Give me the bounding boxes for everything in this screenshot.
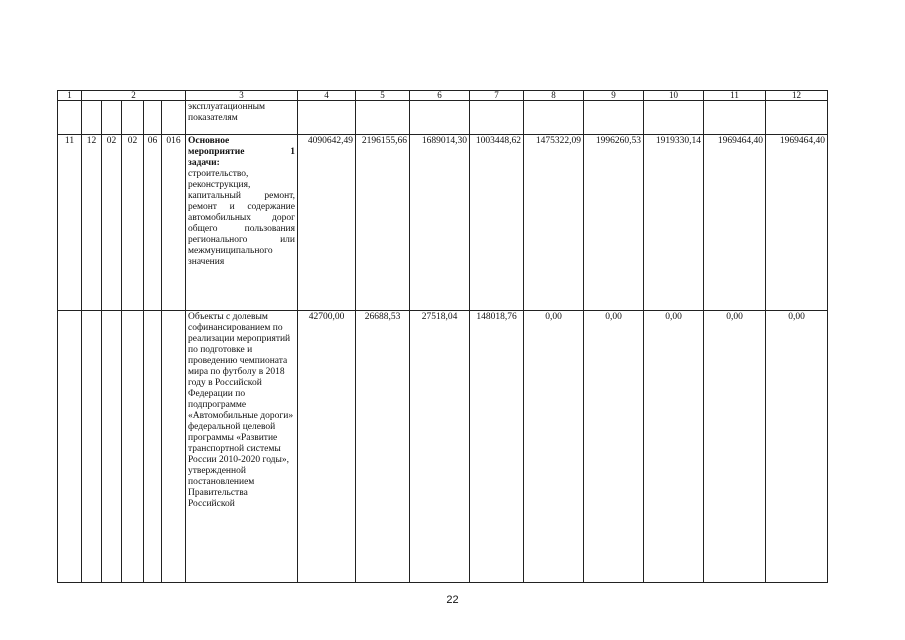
continuation-text: эксплуатационным показателям <box>186 101 298 135</box>
sub-value-8: 0,00 <box>524 311 584 583</box>
sub-value-10: 0,00 <box>644 311 704 583</box>
header-row <box>58 91 828 101</box>
header-col-9: 9 <box>584 91 644 101</box>
header-col-2: 2 <box>82 91 186 101</box>
header-col-11: 11 <box>704 91 766 101</box>
code-2b: 02 <box>102 135 122 311</box>
budget-table <box>57 90 828 583</box>
main-value-8: 1475322,09 <box>524 135 584 311</box>
page-number: 22 <box>446 594 459 606</box>
sub-value-6: 27518,04 <box>410 311 470 583</box>
main-value-10: 1919330,14 <box>644 135 704 311</box>
header-col-1: 1 <box>58 91 82 101</box>
header-col-12: 12 <box>766 91 828 101</box>
sub-objects-description: Объекты с долевым софинансированием по реализации мероприятий по подготовке и проведению чемпионата мира по футболу в 2018 году в Российской Федерации по подпрограмме «Автомобильные дороги» федеральной целевой программы «Развитие транспортной системы России 2010-2020 годы», утвержденной постановлением Правительства Российской <box>186 311 298 583</box>
sub-value-7: 148018,76 <box>470 311 524 583</box>
main-activity-row <box>58 135 828 311</box>
main-value-5: 2196155,66 <box>356 135 410 311</box>
sub-value-5: 26688,53 <box>356 311 410 583</box>
sub-value-9: 0,00 <box>584 311 644 583</box>
main-value-12: 1969464,40 <box>766 135 828 311</box>
sub-value-11: 0,00 <box>704 311 766 583</box>
header-col-6: 6 <box>410 91 470 101</box>
code-1: 11 <box>58 135 82 311</box>
main-value-6: 1689014,30 <box>410 135 470 311</box>
main-value-9: 1996260,53 <box>584 135 644 311</box>
budget-table-page <box>57 90 828 583</box>
header-col-5: 5 <box>356 91 410 101</box>
code-2a: 12 <box>82 135 102 311</box>
code-2e: 016 <box>162 135 186 311</box>
continuation-row <box>58 101 828 135</box>
sub-value-12: 0,00 <box>766 311 828 583</box>
header-col-3: 3 <box>186 91 298 101</box>
code-2d: 06 <box>144 135 162 311</box>
main-value-11: 1969464,40 <box>704 135 766 311</box>
header-col-10: 10 <box>644 91 704 101</box>
sub-objects-row <box>58 311 828 583</box>
sub-value-4: 42700,00 <box>298 311 356 583</box>
code-2c: 02 <box>122 135 144 311</box>
main-value-4: 4090642,49 <box>298 135 356 311</box>
header-col-8: 8 <box>524 91 584 101</box>
header-col-7: 7 <box>470 91 524 101</box>
main-value-7: 1003448,62 <box>470 135 524 311</box>
main-activity-description: Основное мероприятие 1 задачи: строительство, реконструкция, капитальный ремонт, ремонт и содержание автомобильных дорог общего пользования регионального или межмуниципального значения <box>186 135 298 311</box>
header-col-4: 4 <box>298 91 356 101</box>
